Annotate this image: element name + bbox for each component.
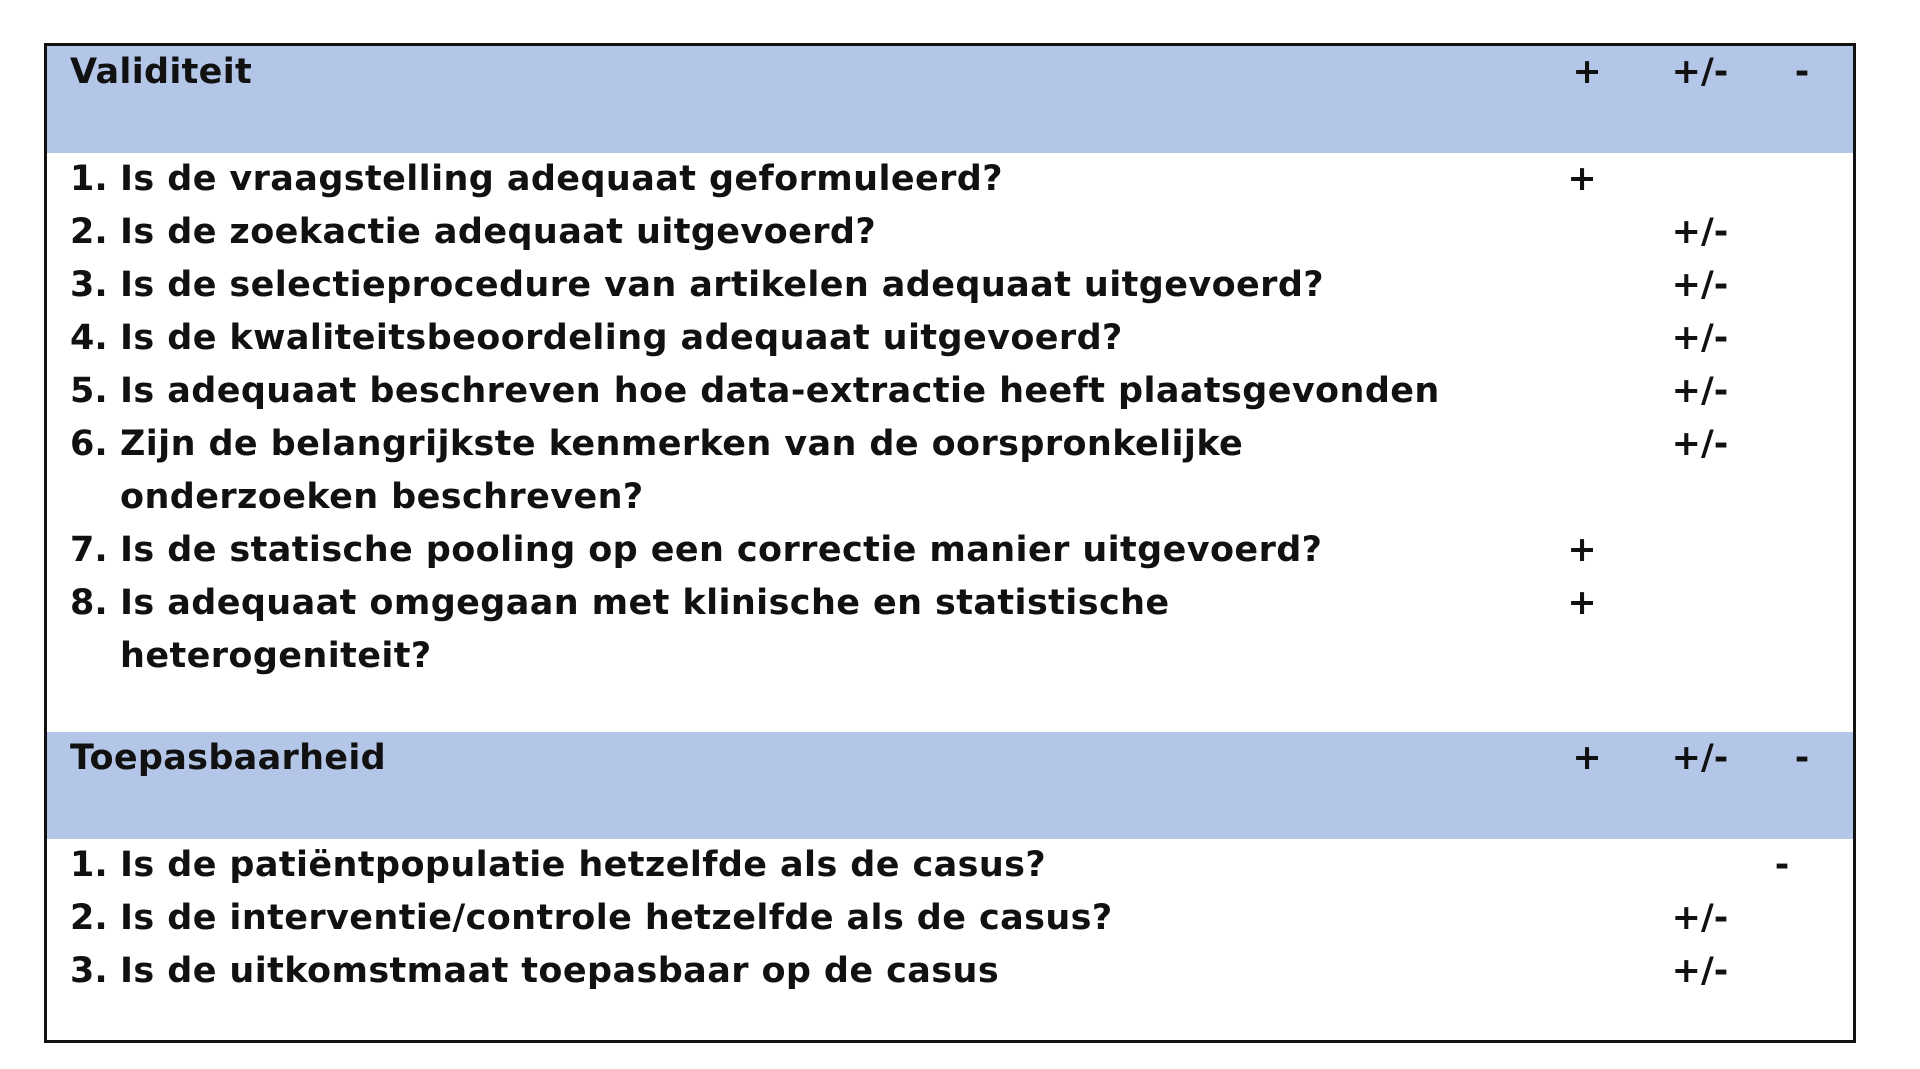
row-score: +/- [1671, 951, 1729, 991]
validity-row [47, 418, 1853, 524]
validity-row [47, 577, 1853, 683]
col-label-minus: - [1794, 52, 1810, 92]
applicability-rows [47, 839, 1853, 998]
row-question: Is de zoekactie adequaat uitgevoerd? [120, 212, 877, 252]
row-question: Is de vraagstelling adequaat geformuleerd? [120, 159, 1003, 199]
row-score: +/- [1671, 318, 1729, 358]
row-number: 4. [70, 318, 108, 358]
validity-row [47, 206, 1853, 259]
row-score: + [1567, 583, 1597, 623]
col-label-plus: + [1572, 738, 1602, 778]
row-score: +/- [1671, 424, 1729, 464]
applicability-title: Toepasbaarheid [70, 738, 386, 778]
validity-header [47, 46, 1853, 153]
row-question: Is de statische pooling op een correctie manier uitgevoerd? [120, 530, 1323, 570]
row-number: 5. [70, 371, 108, 411]
applicability-row [47, 892, 1853, 945]
row-score: - [1774, 845, 1790, 885]
row-question: Is de interventie/controle hetzelfde als de casus? [120, 898, 1113, 938]
row-question: Is de selectieprocedure van artikelen adequaat uitgevoerd? [120, 265, 1324, 305]
validity-row [47, 524, 1853, 577]
col-label-minus: - [1794, 738, 1810, 778]
row-number: 1. [70, 159, 108, 199]
row-question: Zijn de belangrijkste kenmerken van de oorspronkelijke onderzoeken beschreven? [120, 424, 1256, 517]
validity-row [47, 153, 1853, 206]
validity-rows [47, 153, 1853, 683]
row-score: +/- [1671, 265, 1729, 305]
row-score: +/- [1671, 371, 1729, 411]
row-score: +/- [1671, 898, 1729, 938]
row-number: 3. [70, 951, 108, 991]
row-number: 1. [70, 845, 108, 885]
row-question: Is adequaat omgegaan met klinische en statistische heterogeniteit? [120, 583, 1183, 676]
row-number: 2. [70, 898, 108, 938]
applicability-header [47, 732, 1853, 839]
col-label-mid: +/- [1671, 52, 1729, 92]
appraisal-table [44, 43, 1856, 1043]
validity-row [47, 259, 1853, 312]
row-number: 3. [70, 265, 108, 305]
applicability-row [47, 945, 1853, 998]
applicability-row [47, 839, 1853, 892]
col-label-plus: + [1572, 52, 1602, 92]
row-score: +/- [1671, 212, 1729, 252]
row-question: Is adequaat beschreven hoe data-extractie heeft plaatsgevonden [120, 371, 1440, 411]
row-number: 2. [70, 212, 108, 252]
row-question: Is de kwaliteitsbeoordeling adequaat uitgevoerd? [120, 318, 1123, 358]
row-question: Is de uitkomstmaat toepasbaar op de casus [120, 951, 1000, 991]
row-score: + [1567, 530, 1597, 570]
row-number: 8. [70, 583, 108, 623]
validity-title: Validiteit [70, 52, 253, 92]
row-number: 6. [70, 424, 108, 464]
row-question: Is de patiëntpopulatie hetzelfde als de casus? [120, 845, 1047, 885]
validity-row [47, 365, 1853, 418]
validity-row [47, 312, 1853, 365]
col-label-mid: +/- [1671, 738, 1729, 778]
row-number: 7. [70, 530, 108, 570]
row-score: + [1567, 159, 1597, 199]
